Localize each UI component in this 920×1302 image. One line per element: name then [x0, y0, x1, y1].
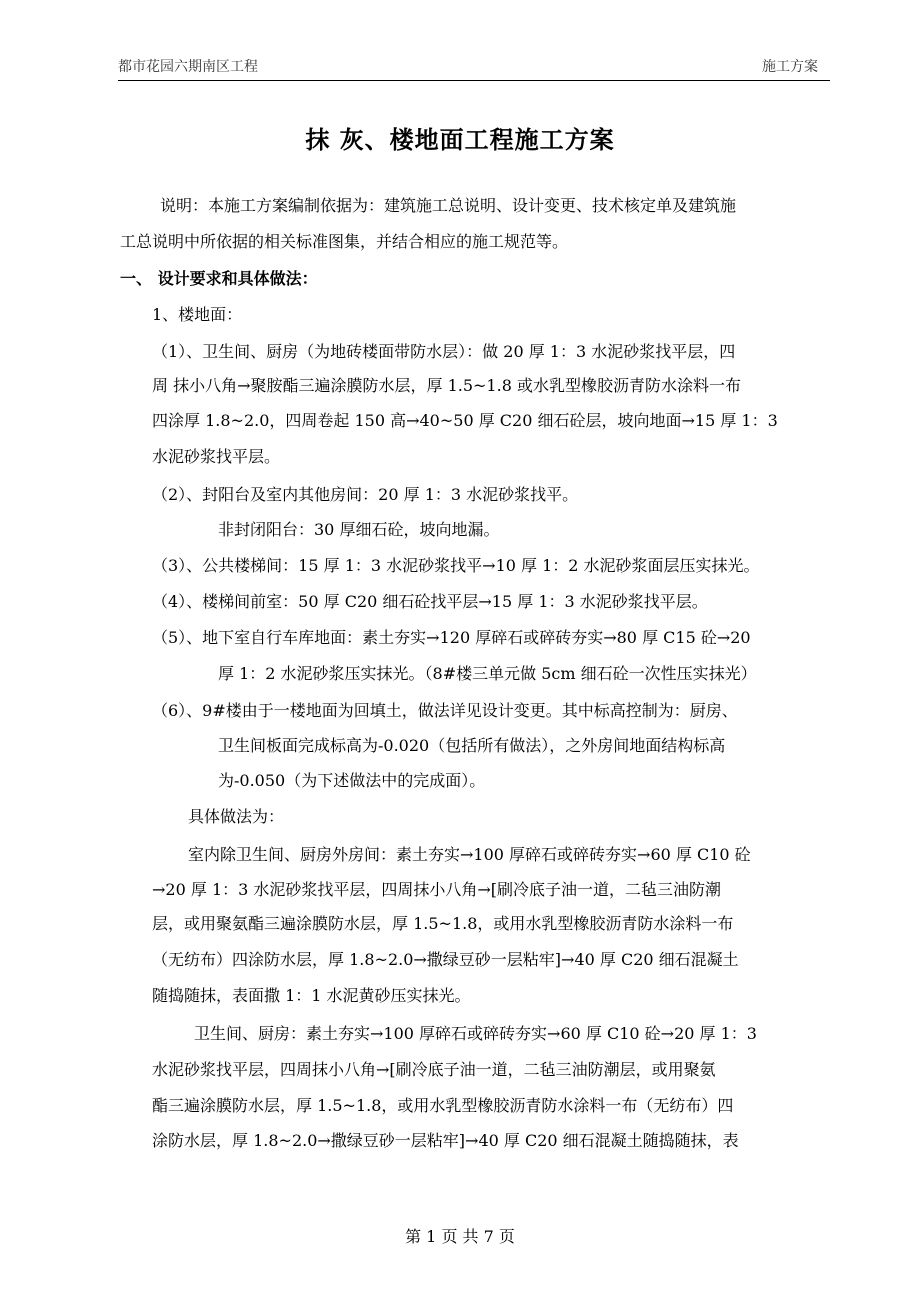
detail-a-line-5: 随捣随抹，表面撒 1：1 水泥黄砂压实抹光。	[152, 986, 471, 1005]
item-1-line-1: （1）、卫生间、厨房（为地砖楼面带防水层）：做 20 厚 1：3 水泥砂浆找平层，四	[152, 342, 736, 361]
detail-a-line-2: →20 厚 1：3 水泥砂浆找平层，四周抹小八角→[刷冷底子油一道，二毡三油防潮	[152, 880, 722, 899]
item-2-line-1: （2）、封阳台及室内其他房间：20 厚 1：3 水泥砂浆找平。	[152, 485, 579, 504]
detail-b-line-4: 涂防水层，厚 1.8~2.0→撒绿豆砂一层粘牢]→40 厚 C20 细石混凝土随捣随抹，表	[152, 1131, 739, 1150]
detail-a-line-4: （无纺布）四涂防水层，厚 1.8~2.0→撒绿豆砂一层粘牢]→40 厚 C20 细石混凝土	[152, 950, 739, 969]
item-4: （4）、楼梯间前室：50 厚 C20 细石砼找平层→15 厚 1：3 水泥砂浆找平层。	[152, 592, 708, 611]
subsection-floor: 1、楼地面：	[152, 305, 243, 324]
item-6-line-1: （6）、9#楼由于一楼地面为回填土，做法详见设计变更。其中标高控制为：厨房、	[152, 701, 738, 720]
detail-b-line-1: 卫生间、厨房：素土夯实→100 厚碎石或碎砖夯实→60 厚 C10 砼→20 厚 1：3	[194, 1024, 757, 1043]
detail-a-line-3: 层，或用聚氨酯三遍涂膜防水层，厚 1.5~1.8，或用水乳型橡胶沥青防水涂料一布	[152, 914, 734, 933]
detail-b-line-3: 酯三遍涂膜防水层，厚 1.5~1.8，或用水乳型橡胶沥青防水涂料一布（无纺布）四	[152, 1096, 734, 1115]
document-title: 抹 灰、楼地面工程施工方案	[305, 125, 615, 154]
intro-line-1: 说明：本施工方案编制依据为：建筑施工总说明、设计变更、技术核定单及建筑施	[160, 196, 737, 215]
item-2-line-2: 非封闭阳台：30 厚细石砼，坡向地漏。	[218, 520, 500, 539]
intro-line-2: 工总说明中所依据的相关标准图集，并结合相应的施工规范等。	[120, 232, 569, 251]
page-header	[118, 52, 830, 81]
section-heading-1: 一、 设计要求和具体做法：	[120, 269, 318, 288]
detail-b-line-2: 水泥砂浆找平层，四周抹小八角→[刷冷底子油一道，二毡三油防潮层，或用聚氨	[152, 1060, 716, 1079]
page-number: 第 1 页 共 7 页	[405, 1227, 515, 1246]
item-5-line-2: 厚 1：2 水泥砂浆压实抹光。（8#楼三单元做 5cm 细石砼一次性压实抹光）	[218, 664, 757, 683]
item-1-line-3: 四涂厚 1.8~2.0，四周卷起 150 高→40~50 厚 C20 细石砼层，坡向地面→15 厚 1：3	[152, 411, 778, 430]
item-6-line-3: 为-0.050（为下述做法中的完成面）。	[218, 771, 486, 790]
header-project-name: 都市花园六期南区工程	[118, 59, 258, 75]
detail-a-line-1: 室内除卫生间、厨房外房间：素土夯实→100 厚碎石或碎砖夯实→60 厚 C10 砼	[188, 845, 751, 864]
item-6-line-2: 卫生间板面完成标高为-0.020（包括所有做法），之外房间地面结构标高	[218, 736, 726, 755]
detail-heading: 具体做法为：	[188, 807, 285, 826]
item-3: （3）、公共楼梯间：15 厚 1：3 水泥砂浆找平→10 厚 1：2 水泥砂浆面层压实抹光。	[152, 556, 760, 575]
item-1-line-2: 周 抹小八角→聚胺酯三遍涂膜防水层，厚 1.5~1.8 或水乳型橡胶沥青防水涂料一布	[152, 376, 741, 395]
item-5-line-1: （5）、地下室自行车库地面：素土夯实→120 厚碎石或碎砖夯实→80 厚 C15 砼→20	[152, 628, 751, 647]
header-doc-type: 施工方案	[762, 59, 818, 75]
item-1-line-4: 水泥砂浆找平层。	[152, 447, 281, 466]
